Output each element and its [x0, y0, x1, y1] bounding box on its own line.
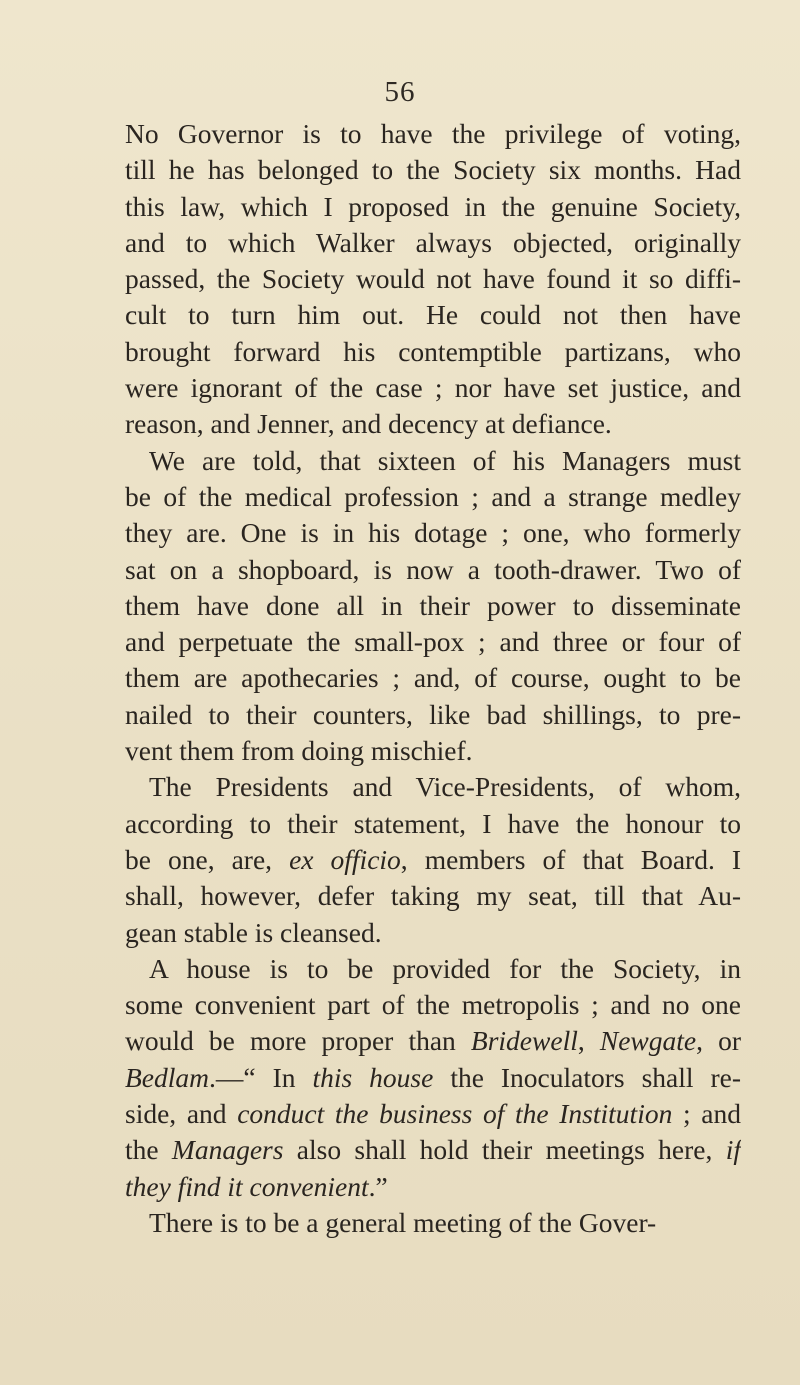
text-run: till he has belonged to the Society six months. Had	[125, 154, 741, 186]
text-run: were ignorant of the case ; nor have set justice, and	[125, 372, 741, 404]
text-run: vent them from doing mischief.	[125, 735, 473, 767]
text-run: and perpetuate the small-pox ; and three or four of	[125, 626, 741, 658]
text-run: the Inoculators shall re-	[433, 1061, 741, 1093]
italic-run: ex officio	[289, 843, 401, 875]
italic-run: conduct the business of the Institution	[237, 1098, 673, 1130]
italic-run: this house	[312, 1061, 434, 1093]
text-line	[125, 1023, 741, 1059]
text-line	[125, 1060, 741, 1096]
text-line	[125, 806, 741, 842]
text-run: passed, the Society would not have found it so diffi-	[125, 263, 741, 295]
text-run: they are. One is in his dotage ; one, who formerly	[125, 517, 741, 549]
text-run: nailed to their counters, like bad shillings, to pre-	[125, 698, 741, 730]
text-line	[125, 370, 741, 406]
text-run: according to their statement, I have the honour to	[125, 807, 741, 839]
text-run: brought forward his contemptible partizans, who	[125, 335, 741, 367]
text-line	[125, 515, 741, 551]
text-line	[125, 842, 741, 878]
text-run: would be more proper than	[125, 1025, 471, 1057]
text-run: ,	[577, 1025, 600, 1057]
text-run: gean stable is cleansed.	[125, 916, 382, 948]
text-run: reason, and Jenner, and decency at defiance.	[125, 408, 612, 440]
text-line	[125, 1205, 741, 1241]
text-line	[125, 624, 741, 660]
text-line	[125, 443, 741, 479]
text-line	[125, 878, 741, 914]
italic-run: they find it convenient	[125, 1170, 369, 1202]
text-line	[125, 987, 741, 1023]
body-text	[125, 116, 741, 1241]
text-run: them have done all in their power to disseminate	[125, 589, 741, 621]
text-run: .”	[368, 1170, 388, 1202]
text-run: , or	[696, 1025, 741, 1057]
italic-run: if	[725, 1134, 741, 1166]
text-line	[125, 1132, 741, 1168]
text-line	[125, 261, 741, 297]
italic-run: Managers	[171, 1134, 284, 1166]
text-line	[125, 225, 741, 261]
text-line	[125, 769, 741, 805]
text-run: sat on a shopboard, is now a tooth-drawer. Two of	[125, 553, 741, 585]
text-run: , members of that Board. I	[400, 843, 741, 875]
text-line	[125, 915, 741, 951]
text-line	[125, 116, 741, 152]
italic-run: Newgate	[599, 1025, 697, 1057]
text-run: and to which Walker always objected, originally	[125, 226, 741, 258]
text-line	[125, 334, 741, 370]
text-line	[125, 660, 741, 696]
text-run: ; and	[672, 1098, 741, 1130]
text-line	[125, 1096, 741, 1132]
text-line	[125, 1169, 741, 1205]
italic-run: Bedlam	[125, 1061, 210, 1093]
text-line	[125, 552, 741, 588]
text-run: cult to turn him out. He could not then have	[125, 299, 741, 331]
text-line	[125, 697, 741, 733]
text-line	[125, 733, 741, 769]
text-run: this law, which I proposed in the genuine Society,	[125, 190, 741, 222]
text-run: We are told, that sixteen of his Managers must	[149, 444, 741, 476]
text-run: There is to be a general meeting of the Gover-	[149, 1206, 657, 1238]
text-run: A house is to be provided for the Society, in	[149, 952, 741, 984]
page-number: 56	[384, 76, 416, 108]
text-run: No Governor is to have the privilege of voting,	[125, 118, 741, 149]
text-line	[125, 406, 741, 442]
text-line	[125, 588, 741, 624]
text-line	[125, 152, 741, 188]
text-run: them are apothecaries ; and, of course, ought to be	[125, 662, 741, 694]
text-line	[125, 297, 741, 333]
text-run: be of the medical profession ; and a strange medley	[125, 480, 741, 512]
text-run: be one, are,	[125, 843, 290, 875]
text-run: also shall hold their meetings here,	[283, 1134, 726, 1166]
text-line	[125, 479, 741, 515]
text-run: side, and	[125, 1098, 238, 1130]
text-run: some convenient part of the metropolis ; and no one	[125, 989, 741, 1021]
text-line	[125, 951, 741, 987]
text-run: The Presidents and Vice-Presidents, of whom,	[149, 771, 741, 803]
text-run: the	[125, 1134, 172, 1166]
text-line	[125, 189, 741, 225]
text-run: shall, however, defer taking my seat, till that Au-	[125, 880, 741, 912]
italic-run: Bridewell	[470, 1025, 578, 1057]
text-run: .—“ In	[209, 1061, 313, 1093]
